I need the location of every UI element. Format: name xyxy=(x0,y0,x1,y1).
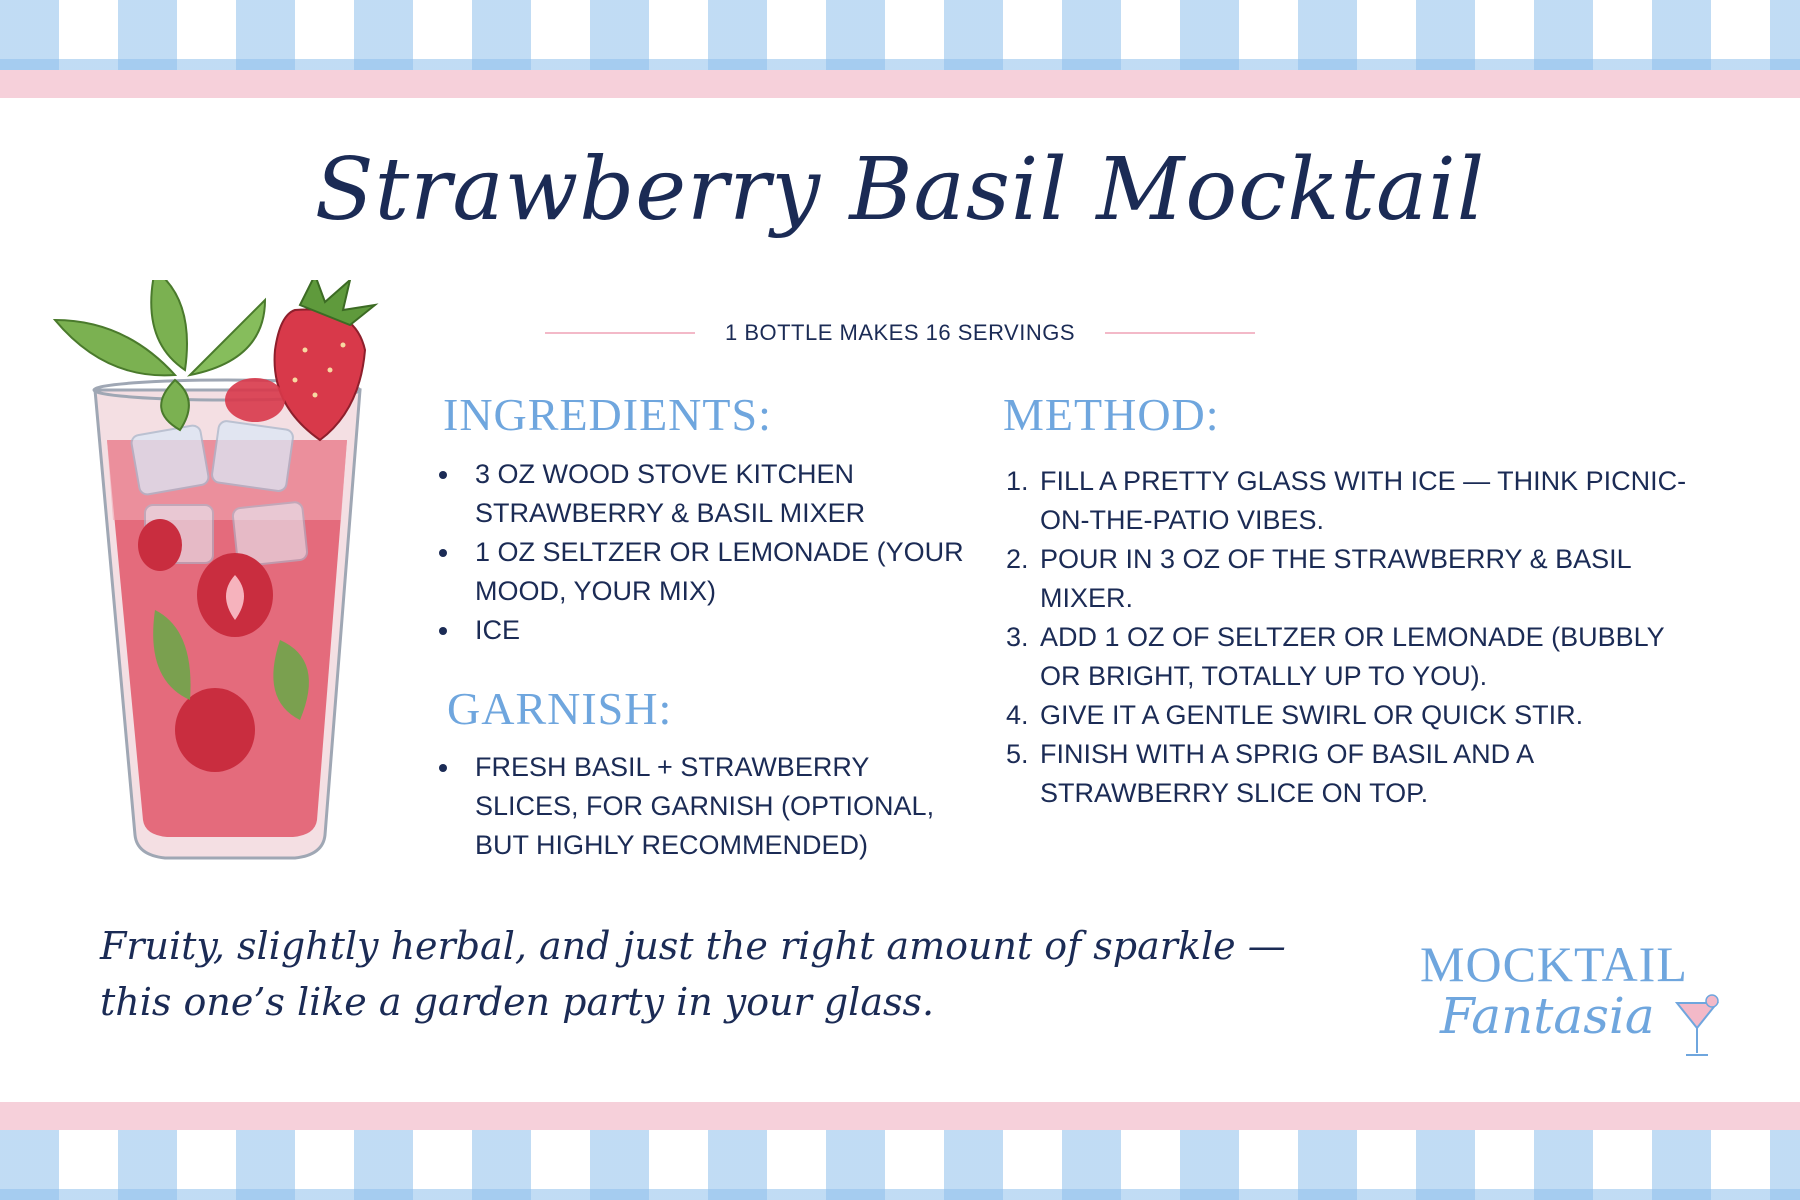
ingredients-list xyxy=(437,455,982,650)
ingredient-item: ICE xyxy=(437,611,982,650)
ingredient-item: 3 OZ WOOD STOVE KITCHEN STRAWBERRY & BASIL MIXER xyxy=(437,455,982,533)
cocktail-glass-icon xyxy=(1672,993,1722,1063)
method-step: 5. FINISH WITH A SPRIG OF BASIL AND A STRAWBERRY SLICE ON TOP. xyxy=(1006,739,1533,808)
gingham-border-top xyxy=(0,0,1800,70)
garnish-heading: GARNISH: xyxy=(447,683,673,734)
ingredients-heading: INGREDIENTS: xyxy=(443,389,772,440)
divider-left xyxy=(545,332,695,334)
method-step: 4. GIVE IT A GENTLE SWIRL OR QUICK STIR. xyxy=(1006,700,1584,730)
pink-band-bottom xyxy=(0,1102,1800,1130)
logo-wordmark-bottom: Fantasia xyxy=(1440,987,1655,1045)
servings-text: 1 BOTTLE MAKES 16 SERVINGS xyxy=(724,320,1076,345)
method-steps xyxy=(1006,462,1706,813)
gingham-border-bottom xyxy=(0,1130,1800,1200)
method-heading: METHOD: xyxy=(1003,389,1220,440)
tagline xyxy=(100,918,1300,1030)
recipe-title: Strawberry Basil Mocktail xyxy=(314,140,1486,240)
ingredient-item: 1 OZ SELTZER OR LEMONADE (YOUR MOOD, YOUR MIX) xyxy=(437,533,982,611)
tagline-line-2: this one’s like a garden party in your glass. xyxy=(100,980,935,1024)
servings-row xyxy=(530,318,1270,348)
pink-band-top xyxy=(0,70,1800,98)
brand-logo xyxy=(1420,935,1730,1065)
method-step: 2. POUR IN 3 OZ OF THE STRAWBERRY & BASIL MIXER. xyxy=(1006,544,1631,613)
mocktail-glass-illustration xyxy=(25,280,445,880)
divider-right xyxy=(1105,332,1255,334)
method-step: 1. FILL A PRETTY GLASS WITH ICE — THINK PICNIC-ON-THE-PATIO VIBES. xyxy=(1006,466,1687,535)
garnish-item: FRESH BASIL + STRAWBERRY SLICES, FOR GARNISH (OPTIONAL, BUT HIGHLY RECOMMENDED) xyxy=(437,748,977,865)
method-step: 3. ADD 1 OZ OF SELTZER OR LEMONADE (BUBBLY OR BRIGHT, TOTALLY UP TO YOU). xyxy=(1006,622,1665,691)
garnish-list xyxy=(437,748,977,865)
tagline-line-1: Fruity, slightly herbal, and just the right amount of sparkle — xyxy=(100,924,1286,968)
logo-wordmark-top: MOCKTAIL xyxy=(1420,936,1688,992)
